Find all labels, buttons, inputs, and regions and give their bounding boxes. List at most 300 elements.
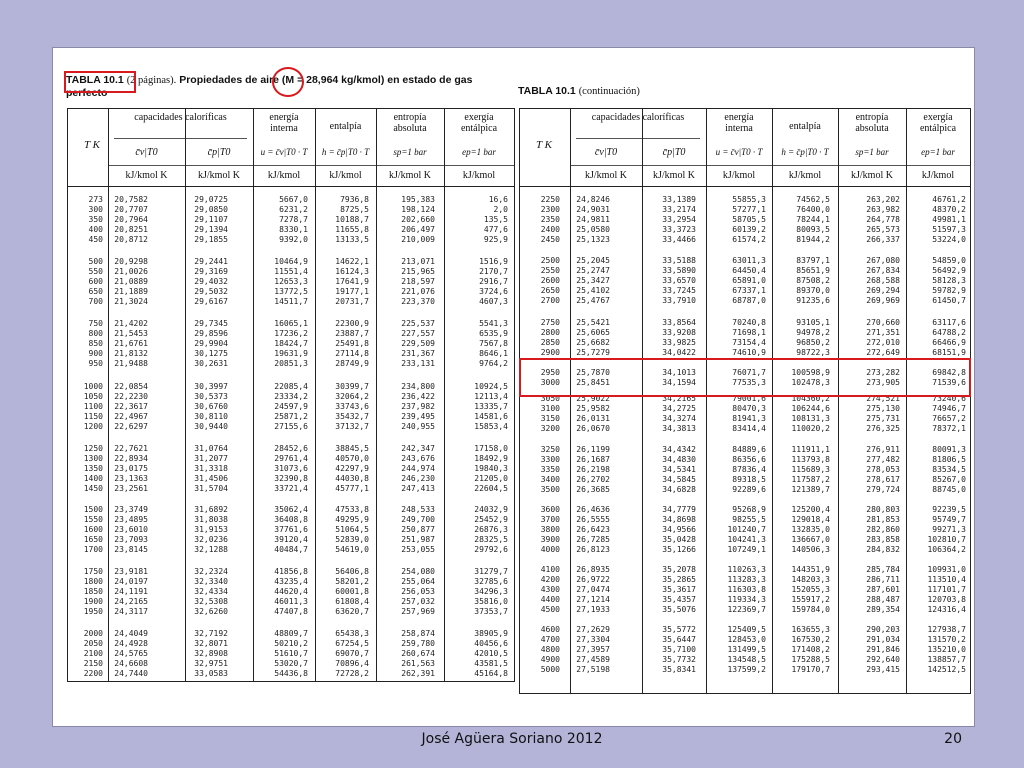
cell-col-5: 254,080 xyxy=(401,567,435,576)
cell-col-0: 800 xyxy=(88,329,103,338)
table1-title-rest: (M = 28,964 kg/kmol) en estado de gas xyxy=(281,74,473,86)
cell-col-6: 51597,3 xyxy=(932,225,966,234)
cell-col-5: 257,969 xyxy=(401,607,435,616)
table-row xyxy=(520,455,970,465)
cell-col-6: 81806,5 xyxy=(932,455,966,464)
cell-col-2: 34,6828 xyxy=(662,485,696,494)
cell-col-2: 32,0236 xyxy=(194,535,228,544)
cell-col-0: 1950 xyxy=(83,607,103,616)
cell-col-6: 49981,1 xyxy=(932,215,966,224)
cell-col-4: 91235,6 xyxy=(796,296,830,305)
cell-col-6: 74946,7 xyxy=(932,404,966,413)
cell-col-5: 198,124 xyxy=(401,205,435,214)
cell-col-1: 22,6297 xyxy=(114,422,148,431)
cell-col-5: 210,009 xyxy=(401,235,435,244)
cell-col-4: 98722,3 xyxy=(796,348,830,357)
cell-col-2: 32,8908 xyxy=(194,649,228,658)
table-row xyxy=(68,412,514,422)
cell-col-4: 78244,1 xyxy=(796,215,830,224)
cell-col-6: 17158,0 xyxy=(474,444,508,453)
cell-col-6: 26876,3 xyxy=(474,525,508,534)
header-energia: energía interna xyxy=(269,112,299,134)
cell-col-4: 61808,4 xyxy=(335,597,369,606)
cell-col-4: 94978,2 xyxy=(796,328,830,337)
cell-col-1: 25,9582 xyxy=(576,404,610,413)
cell-col-1: 26,1687 xyxy=(576,455,610,464)
cell-col-3: 98255,5 xyxy=(732,515,766,524)
cell-col-2: 35,3617 xyxy=(662,585,696,594)
cell-col-4: 83797,1 xyxy=(796,256,830,265)
cell-col-1: 24,5765 xyxy=(114,649,148,658)
cell-col-0: 1150 xyxy=(83,412,103,421)
cell-col-5: 267,080 xyxy=(866,256,900,265)
cell-col-2: 30,5373 xyxy=(194,392,228,401)
cell-col-3: 83414,4 xyxy=(732,424,766,433)
cell-col-1: 25,2747 xyxy=(576,266,610,275)
cell-col-5: 243,676 xyxy=(401,454,435,463)
cell-col-3: 116303,8 xyxy=(727,585,766,594)
cell-col-3: 55855,3 xyxy=(732,195,766,204)
cell-col-4: 108131,3 xyxy=(791,414,830,423)
cell-col-5: 261,563 xyxy=(401,659,435,668)
cell-col-3: 51610,7 xyxy=(274,649,308,658)
table-row xyxy=(68,267,514,277)
cell-col-2: 35,2078 xyxy=(662,565,696,574)
cell-col-2: 29,6167 xyxy=(194,297,228,306)
cell-col-0: 2250 xyxy=(540,195,560,204)
cell-col-5: 288,487 xyxy=(866,595,900,604)
cell-col-1: 25,0580 xyxy=(576,225,610,234)
cell-col-4: 13133,5 xyxy=(335,235,369,244)
cell-col-0: 2500 xyxy=(540,256,560,265)
cell-col-4: 89370,0 xyxy=(796,286,830,295)
cell-col-5: 276,325 xyxy=(866,424,900,433)
cell-col-0: 3250 xyxy=(540,445,560,454)
table-row xyxy=(520,645,970,655)
cell-col-4: 93105,1 xyxy=(796,318,830,327)
cell-col-5: 275,731 xyxy=(866,414,900,423)
header-unit-line xyxy=(108,165,514,166)
cell-col-1: 25,4767 xyxy=(576,296,610,305)
table-row xyxy=(520,256,970,266)
cell-col-4: 54619,0 xyxy=(335,545,369,554)
cell-col-1: 24,0197 xyxy=(114,577,148,586)
header-energia-symbol: u = c̄v|T0 · T xyxy=(260,147,308,157)
cell-col-0: 273 xyxy=(88,195,103,204)
cell-col-2: 30,6760 xyxy=(194,402,228,411)
cell-col-3: 19631,9 xyxy=(274,349,308,358)
cell-col-2: 33,6570 xyxy=(662,276,696,285)
cell-col-3: 76071,7 xyxy=(732,368,766,377)
cell-col-6: 66466,9 xyxy=(932,338,966,347)
cell-col-0: 600 xyxy=(88,277,103,286)
cell-col-2: 35,7100 xyxy=(662,645,696,654)
cell-col-0: 4800 xyxy=(540,645,560,654)
cell-col-6: 138857,7 xyxy=(927,655,966,664)
cell-col-5: 255,064 xyxy=(401,577,435,586)
cell-col-3: 31073,6 xyxy=(274,464,308,473)
cell-col-2: 32,4334 xyxy=(194,587,228,596)
cell-col-5: 215,965 xyxy=(401,267,435,276)
cell-col-2: 35,1266 xyxy=(662,545,696,554)
cell-col-2: 30,9440 xyxy=(194,422,228,431)
cell-col-2: 32,7192 xyxy=(194,629,228,638)
cell-col-1: 26,9722 xyxy=(576,575,610,584)
cell-col-3: 48809,7 xyxy=(274,629,308,638)
cell-col-2: 34,7779 xyxy=(662,505,696,514)
table-row xyxy=(68,454,514,464)
cell-col-4: 129018,4 xyxy=(791,515,830,524)
header-unit-line xyxy=(570,165,970,166)
cell-col-2: 34,0422 xyxy=(662,348,696,357)
cell-col-5: 293,415 xyxy=(866,665,900,674)
cell-col-5: 267,834 xyxy=(866,266,900,275)
cell-col-3: 125409,5 xyxy=(727,625,766,634)
cell-col-3: 67337,1 xyxy=(732,286,766,295)
cell-col-0: 750 xyxy=(88,319,103,328)
cell-col-0: 2600 xyxy=(540,276,560,285)
cell-col-1: 25,6682 xyxy=(576,338,610,347)
cell-col-0: 650 xyxy=(88,287,103,296)
cell-col-6: 117101,7 xyxy=(927,585,966,594)
table-row xyxy=(520,328,970,338)
header-entropia-symbol: sp=1 bar xyxy=(393,147,427,157)
cell-col-5: 213,071 xyxy=(401,257,435,266)
cell-col-2: 33,3723 xyxy=(662,225,696,234)
cell-col-0: 1750 xyxy=(83,567,103,576)
cell-col-4: 80093,5 xyxy=(796,225,830,234)
table-body xyxy=(520,187,970,693)
cell-col-5: 221,076 xyxy=(401,287,435,296)
table-row xyxy=(68,215,514,225)
table-row xyxy=(520,235,970,245)
cell-col-1: 26,1199 xyxy=(576,445,610,454)
cell-col-1: 25,4102 xyxy=(576,286,610,295)
table-row xyxy=(68,329,514,339)
cell-col-4: 132835,0 xyxy=(791,525,830,534)
cell-col-1: 25,6065 xyxy=(576,328,610,337)
cell-col-2: 34,3813 xyxy=(662,424,696,433)
cell-col-2: 32,9751 xyxy=(194,659,228,668)
cell-col-6: 13335,7 xyxy=(474,402,508,411)
header-cp: c̄p|T0 xyxy=(207,147,231,158)
table-row xyxy=(520,525,970,535)
header-exergia: exergía entálpica xyxy=(919,112,957,134)
cell-col-0: 2100 xyxy=(83,649,103,658)
cell-col-0: 1550 xyxy=(83,515,103,524)
cell-col-5: 231,367 xyxy=(401,349,435,358)
cell-col-3: 17236,2 xyxy=(274,329,308,338)
cell-col-5: 291,846 xyxy=(866,645,900,654)
cell-col-1: 24,4049 xyxy=(114,629,148,638)
cell-col-0: 3100 xyxy=(540,404,560,413)
cell-col-5: 256,053 xyxy=(401,587,435,596)
cell-col-5: 258,874 xyxy=(401,629,435,638)
cell-col-5: 263,202 xyxy=(866,195,900,204)
cell-col-2: 33,2954 xyxy=(662,215,696,224)
cell-col-4: 63620,7 xyxy=(335,607,369,616)
cell-col-6: 88745,0 xyxy=(932,485,966,494)
cell-col-6: 135210,0 xyxy=(927,645,966,654)
cell-col-4: 49295,9 xyxy=(335,515,369,524)
cell-col-6: 2,0 xyxy=(493,205,508,214)
cell-col-1: 22,8934 xyxy=(114,454,148,463)
cell-col-0: 3500 xyxy=(540,485,560,494)
cell-col-4: 163655,3 xyxy=(791,625,830,634)
cell-col-0: 2000 xyxy=(83,629,103,638)
cell-col-1: 26,3685 xyxy=(576,485,610,494)
cell-col-5: 251,987 xyxy=(401,535,435,544)
cell-col-4: 37132,7 xyxy=(335,422,369,431)
cell-col-6: 63117,6 xyxy=(932,318,966,327)
cell-col-6: 124316,4 xyxy=(927,605,966,614)
cell-col-4: 159784,0 xyxy=(791,605,830,614)
table-row xyxy=(520,266,970,276)
cell-col-1: 24,6608 xyxy=(114,659,148,668)
cell-col-3: 28452,6 xyxy=(274,444,308,453)
header-entropia: entropía absoluta xyxy=(393,112,427,134)
cell-col-5: 253,055 xyxy=(401,545,435,554)
cell-col-2: 31,9153 xyxy=(194,525,228,534)
cell-col-0: 1200 xyxy=(83,422,103,431)
cell-col-6: 8646,1 xyxy=(479,349,508,358)
cell-col-6: 38905,9 xyxy=(474,629,508,638)
cell-col-1: 27,4589 xyxy=(576,655,610,664)
cell-col-3: 101240,7 xyxy=(727,525,766,534)
cell-col-4: 140506,3 xyxy=(791,545,830,554)
cell-col-4: 14622,1 xyxy=(335,257,369,266)
header-cv: c̄v|T0 xyxy=(594,147,618,158)
cell-col-6: 2916,7 xyxy=(479,277,508,286)
cell-col-3: 23334,2 xyxy=(274,392,308,401)
cell-col-2: 29,9904 xyxy=(194,339,228,348)
table-row xyxy=(520,595,970,605)
cell-col-4: 51064,5 xyxy=(335,525,369,534)
cell-col-2: 35,5772 xyxy=(662,625,696,634)
cell-col-4: 136667,0 xyxy=(791,535,830,544)
cell-col-6: 61450,7 xyxy=(932,296,966,305)
table-row xyxy=(68,297,514,307)
cell-col-2: 33,4466 xyxy=(662,235,696,244)
table-row xyxy=(68,359,514,369)
cell-col-0: 3000 xyxy=(540,378,560,387)
cell-col-3: 79001,6 xyxy=(732,394,766,403)
cell-col-6: 34296,3 xyxy=(474,587,508,596)
cell-col-3: 95268,9 xyxy=(732,505,766,514)
cell-col-5: 284,832 xyxy=(866,545,900,554)
cell-col-0: 2350 xyxy=(540,215,560,224)
header-entalpia: entalpía xyxy=(789,121,821,132)
cell-col-2: 29,2441 xyxy=(194,257,228,266)
header-unit-h: kJ/kmol xyxy=(788,170,822,181)
cell-col-1: 24,7440 xyxy=(114,669,148,678)
header-unit-cv: kJ/kmol K xyxy=(125,170,168,181)
cell-col-3: 84889,6 xyxy=(732,445,766,454)
cell-col-3: 70240,8 xyxy=(732,318,766,327)
cell-col-0: 2850 xyxy=(540,338,560,347)
cell-col-0: 1050 xyxy=(83,392,103,401)
cell-col-1: 23,8145 xyxy=(114,545,148,554)
cell-col-2: 35,4357 xyxy=(662,595,696,604)
cell-col-5: 292,640 xyxy=(866,655,900,664)
cell-col-1: 26,6423 xyxy=(576,525,610,534)
cell-col-4: 38845,5 xyxy=(335,444,369,453)
cell-col-4: 102478,3 xyxy=(791,378,830,387)
cell-col-0: 1400 xyxy=(83,474,103,483)
table1-pages: (2 páginas). xyxy=(126,75,177,86)
cell-col-0: 4000 xyxy=(540,545,560,554)
table-row xyxy=(520,414,970,424)
cell-col-3: 107249,1 xyxy=(727,545,766,554)
cell-col-6: 42010,5 xyxy=(474,649,508,658)
cell-col-3: 9392,0 xyxy=(279,235,308,244)
cell-col-3: 12653,3 xyxy=(274,277,308,286)
table-row xyxy=(68,649,514,659)
cell-col-2: 34,9566 xyxy=(662,525,696,534)
table-row xyxy=(520,348,970,358)
cell-col-6: 22604,5 xyxy=(474,484,508,493)
cell-col-6: 28325,5 xyxy=(474,535,508,544)
cell-col-0: 1900 xyxy=(83,597,103,606)
cell-col-1: 21,4202 xyxy=(114,319,148,328)
cell-col-4: 87508,2 xyxy=(796,276,830,285)
cell-col-2: 30,1275 xyxy=(194,349,228,358)
cell-col-6: 59782,9 xyxy=(932,286,966,295)
cell-col-1: 23,0175 xyxy=(114,464,148,473)
cell-col-1: 26,0131 xyxy=(576,414,610,423)
header-tk: T K xyxy=(84,139,101,151)
cell-col-0: 1350 xyxy=(83,464,103,473)
cell-col-2: 33,9825 xyxy=(662,338,696,347)
cell-col-2: 30,2631 xyxy=(194,359,228,368)
cell-col-6: 5541,3 xyxy=(479,319,508,328)
cell-col-5: 287,601 xyxy=(866,585,900,594)
cell-col-0: 4100 xyxy=(540,565,560,574)
cell-col-2: 35,6447 xyxy=(662,635,696,644)
cell-col-2: 32,5308 xyxy=(194,597,228,606)
cell-col-1: 25,7279 xyxy=(576,348,610,357)
cell-col-5: 272,010 xyxy=(866,338,900,347)
cell-col-1: 26,2702 xyxy=(576,475,610,484)
table-row xyxy=(520,424,970,434)
cell-col-1: 26,4636 xyxy=(576,505,610,514)
cell-col-4: 7936,8 xyxy=(340,195,369,204)
cell-col-1: 25,2045 xyxy=(576,256,610,265)
cell-col-3: 137599,2 xyxy=(727,665,766,674)
cell-col-2: 34,1594 xyxy=(662,378,696,387)
cell-col-6: 14581,6 xyxy=(474,412,508,421)
cell-col-0: 4900 xyxy=(540,655,560,664)
highlight-rect-rows-2950-3000 xyxy=(519,358,971,397)
cell-col-5: 273,905 xyxy=(866,378,900,387)
cell-col-1: 27,3304 xyxy=(576,635,610,644)
table-row xyxy=(68,587,514,597)
cell-col-3: 29761,4 xyxy=(274,454,308,463)
cell-col-5: 275,130 xyxy=(866,404,900,413)
table-row xyxy=(68,629,514,639)
cell-col-3: 37761,6 xyxy=(274,525,308,534)
cell-col-2: 31,2077 xyxy=(194,454,228,463)
cell-col-0: 450 xyxy=(88,235,103,244)
cell-col-4: 47533,8 xyxy=(335,505,369,514)
cell-col-4: 125200,4 xyxy=(791,505,830,514)
cell-col-5: 285,784 xyxy=(866,565,900,574)
cell-col-5: 272,649 xyxy=(866,348,900,357)
cell-col-3: 77535,3 xyxy=(732,378,766,387)
cell-col-4: 67254,5 xyxy=(335,639,369,648)
cell-col-4: 72728,2 xyxy=(335,669,369,678)
cell-col-4: 81944,2 xyxy=(796,235,830,244)
header-entalpia-symbol: h = c̄p|T0 · T xyxy=(321,147,370,157)
cell-col-1: 23,2561 xyxy=(114,484,148,493)
cell-col-1: 22,4967 xyxy=(114,412,148,421)
cell-col-2: 33,1389 xyxy=(662,195,696,204)
cell-col-4: 96850,2 xyxy=(796,338,830,347)
cell-col-4: 152055,3 xyxy=(791,585,830,594)
cell-col-0: 4500 xyxy=(540,605,560,614)
cell-col-0: 500 xyxy=(88,257,103,266)
table1-title-text: Propiedades de xyxy=(179,74,258,86)
cell-col-3: 13772,5 xyxy=(274,287,308,296)
table1-title-gas: aire xyxy=(260,74,279,86)
cell-col-6: 18492,9 xyxy=(474,454,508,463)
cell-col-0: 1100 xyxy=(83,402,103,411)
cell-col-1: 20,7707 xyxy=(114,205,148,214)
table-row xyxy=(520,296,970,306)
table-row xyxy=(68,577,514,587)
cell-col-0: 1250 xyxy=(83,444,103,453)
table-row xyxy=(520,338,970,348)
cell-col-6: 135,5 xyxy=(483,215,508,224)
cell-col-1: 24,9031 xyxy=(576,205,610,214)
table-row xyxy=(68,505,514,515)
cell-col-5: 277,482 xyxy=(866,455,900,464)
header-unit-s: kJ/kmol K xyxy=(851,170,893,181)
cell-col-3: 47407,8 xyxy=(274,607,308,616)
cell-col-4: 106244,6 xyxy=(791,404,830,413)
cell-col-3: 18424,7 xyxy=(274,339,308,348)
cell-col-4: 32064,2 xyxy=(335,392,369,401)
header-tk: T K xyxy=(536,139,553,151)
cell-col-2: 29,1394 xyxy=(194,225,228,234)
cell-col-1: 20,8712 xyxy=(114,235,148,244)
cell-col-4: 179170,7 xyxy=(791,665,830,674)
table-row xyxy=(68,525,514,535)
table-row xyxy=(520,225,970,235)
cell-col-4: 111911,1 xyxy=(791,445,830,454)
table-row xyxy=(68,669,514,679)
cell-col-1: 21,3024 xyxy=(114,297,148,306)
cell-col-6: 46761,2 xyxy=(932,195,966,204)
table-row xyxy=(68,339,514,349)
cell-col-6: 76657,2 xyxy=(932,414,966,423)
cell-col-3: 80470,3 xyxy=(732,404,766,413)
table-row xyxy=(520,665,970,675)
header-underline xyxy=(114,138,247,139)
header-unit-e: kJ/kmol xyxy=(462,170,496,181)
cell-col-4: 148203,3 xyxy=(791,575,830,584)
cell-col-3: 63011,3 xyxy=(732,256,766,265)
cell-col-5: 269,969 xyxy=(866,296,900,305)
cell-col-1: 24,8246 xyxy=(576,195,610,204)
cell-col-0: 2900 xyxy=(540,348,560,357)
cell-col-2: 35,2865 xyxy=(662,575,696,584)
cell-col-0: 4400 xyxy=(540,595,560,604)
table-row xyxy=(68,195,514,205)
cell-col-3: 27155,6 xyxy=(274,422,308,431)
cell-col-0: 2950 xyxy=(540,368,560,377)
cell-col-0: 3800 xyxy=(540,525,560,534)
